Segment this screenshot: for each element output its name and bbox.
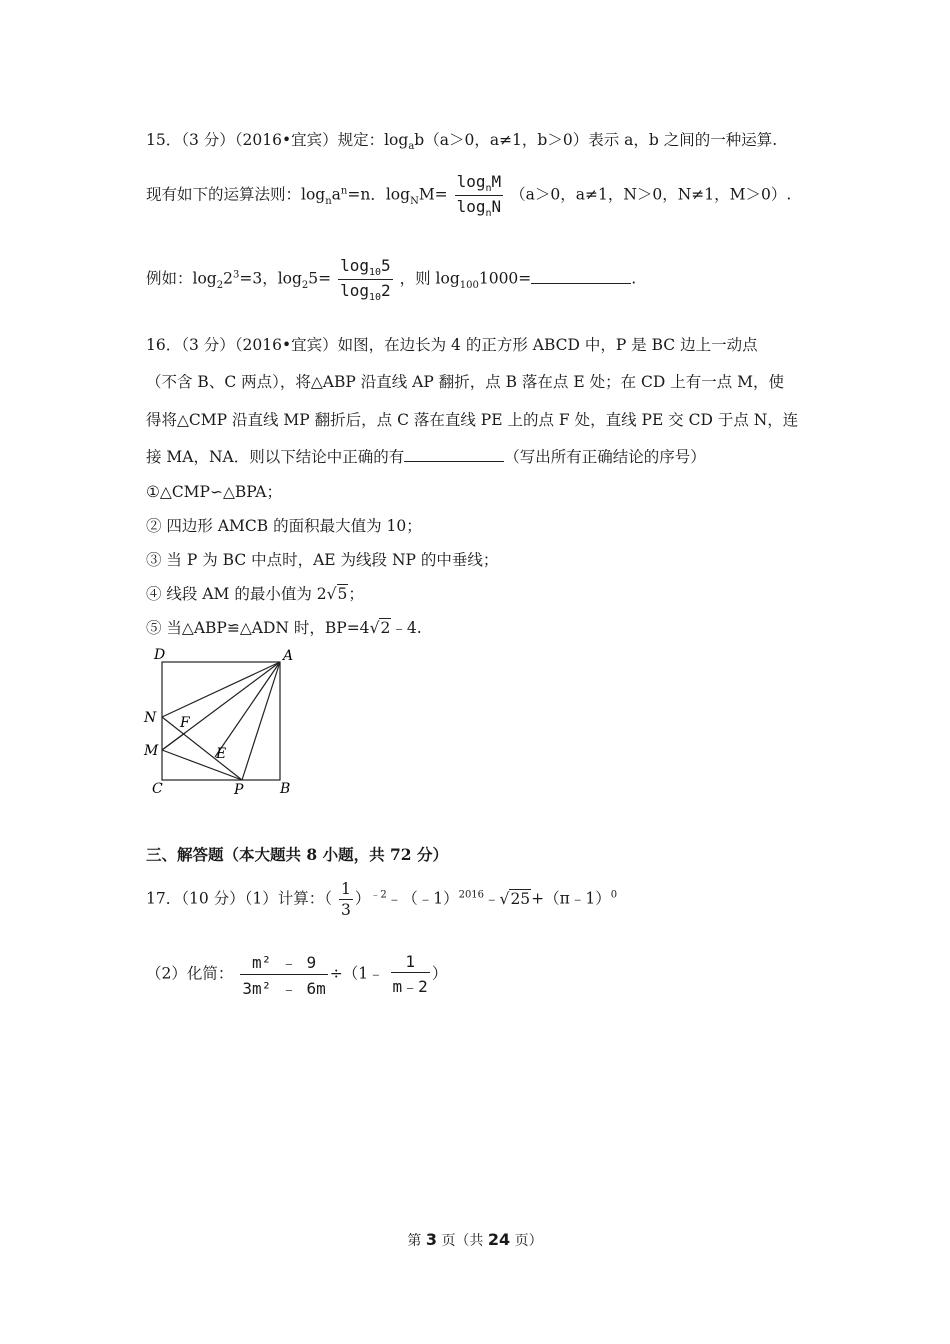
section-heading: 三、解答题（本大题共 8 小题，共 72 分） (146, 845, 448, 864)
q16-option-4: ④ 线段 AM 的最小值为 2√5； (146, 585, 364, 603)
label-N: N (144, 710, 157, 726)
q16-option-2: ② 四边形 AMCB 的面积最大值为 10； (146, 517, 422, 535)
q15-line2: 现有如下的运算法则：$\log_na^n=n$．$\log_NM=$ $\frac{\log_nM}{\log_nN}$ （a＞0，a≠1，N＞0，N≠1，M＞0）. (146, 172, 792, 220)
log-quotient-fraction: $\frac{\log_nM}{\log_nN}$ (456, 172, 502, 220)
label-F: F (180, 715, 190, 731)
q17-part2: （2）化简： $\frac{\text{m² ﹣ 9}}{\text{3m² ﹣ 6m}}$ ÷（1﹣ $\frac{1}{m﹣2}$ ） (146, 952, 448, 998)
answer-blank (404, 447, 504, 462)
page-number: 3 (425, 1230, 437, 1249)
segment-AE (215, 662, 280, 757)
label-C: C (152, 781, 163, 797)
q16-line2: （不含 B、C 两点），将△ABP 沿直线 AP 翻折，点 B 落在点 E 处；在 CD 上有一点 M，使 (146, 373, 785, 391)
sqrt-expression: √2 (369, 619, 391, 637)
rational-fraction: $\frac{\text{m² ﹣ 9}}{\text{3m² ﹣ 6m}}$ (240, 950, 327, 999)
q16-line1: 16．（3 分）（2016•宜宾）如图，在边长为 4 的正方形 ABCD 中，P 是 BC 边上一动点 (146, 336, 758, 354)
segment-AN (162, 662, 280, 717)
q17-part1: 17．（10 分）（1）计算：（ $\frac{1}{3}$ ）$^{﹣2}$﹣（﹣1）$^{2016}$﹣√25+（π﹣1）$^0$ (146, 880, 618, 919)
q16-option-5: ⑤ 当△ABP≌△ADN 时，BP=4√2﹣4. (146, 619, 422, 637)
q15-line1: 15．（3 分）（2016•宜宾）规定：$\log_ab(a>0$，a≠1，b＞0）表示 a，b 之间的一种运算. (146, 131, 778, 153)
square-abcd-figure (140, 645, 300, 800)
q16-line3: 得将△CMP 沿直线 MP 翻折后，点 C 落在直线 PE 上的点 F 处，直线 PE 交 CD 于点 N，连 (146, 411, 799, 429)
segment-NP (162, 717, 242, 780)
page-footer: 第 3 页（共 24 页） (407, 1230, 543, 1249)
total-pages: 24 (487, 1230, 511, 1249)
q16-line4: 接 MA，NA．则以下结论中正确的有 （写出所有正确结论的序号） (146, 448, 706, 466)
label-E: E (216, 746, 227, 762)
label-M: M (144, 743, 159, 759)
segment-MP (162, 750, 242, 780)
sqrt-expression: √25 (499, 889, 531, 908)
label-A: A (283, 648, 294, 664)
segment-AP (242, 662, 280, 780)
q16-option-3: ③ 当 P 为 BC 中点时，AE 为线段 NP 的中垂线； (146, 551, 499, 569)
q16-option-1: ①△CMP∽△BPA； (146, 483, 282, 501)
label-B: B (280, 781, 291, 797)
example-fraction: $\frac{\log_{10}5}{\log_{10}2}$ (340, 256, 391, 304)
one-third-fraction: $\frac{1}{3}$ (340, 880, 351, 919)
label-P: P (234, 782, 244, 798)
sqrt-expression: √5 (326, 585, 348, 603)
segment-MF (162, 733, 185, 750)
answer-blank (531, 269, 631, 284)
q15-line3: 例如：$\log_22^3=3$，$\log_25=$ $\frac{\log_{10}5}{\log_{10}2}$ ，则 $\log_{100}1000=$ . (146, 256, 637, 304)
label-D: D (154, 647, 166, 663)
reciprocal-fraction: $\frac{1}{m﹣2}$ (392, 952, 428, 996)
